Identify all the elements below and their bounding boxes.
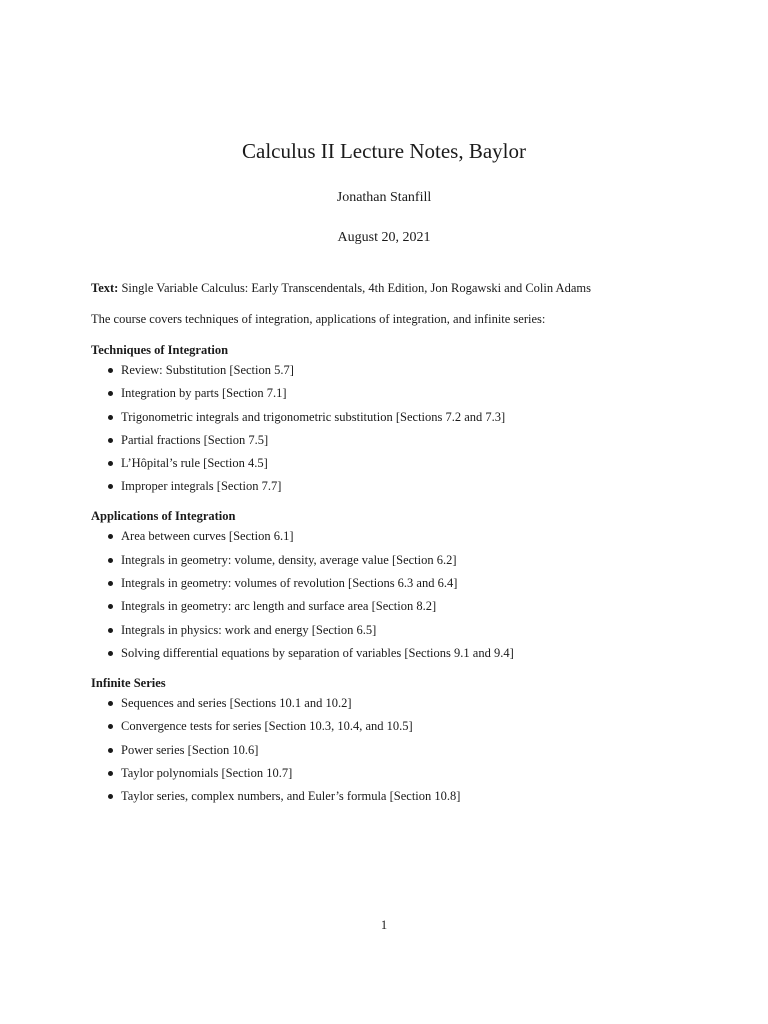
section-heading: Techniques of Integration [91, 343, 229, 357]
list-item-text: Partial fractions [Section 7.5] [121, 432, 269, 447]
bullet-icon [108, 748, 113, 753]
list-item [108, 598, 691, 614]
topic-section [91, 675, 691, 804]
topic-list [91, 362, 691, 494]
list-item-text: Area between curves [Section 6.1] [121, 529, 294, 544]
list-item [108, 409, 691, 425]
list-item [108, 718, 691, 734]
list-item [108, 765, 691, 781]
list-item [108, 575, 691, 591]
topic-section [91, 508, 691, 660]
list-item-text: Taylor series, complex numbers, and Euler’s formula [Section 10.8] [121, 789, 461, 804]
section-heading: Applications of Integration [91, 509, 236, 524]
bullet-icon [108, 438, 113, 443]
list-item-text: Power series [Section 10.6] [121, 742, 259, 757]
list-item-text: Integrals in geometry: arc length and surface area [Section 8.2] [121, 599, 437, 614]
author-name: Jonathan Stanfill [336, 190, 432, 205]
topics-sections [91, 342, 691, 804]
list-item [108, 362, 691, 378]
list-item-text: Improper integrals [Section 7.7] [121, 479, 282, 494]
bullet-icon [108, 558, 113, 563]
bullet-icon [108, 581, 113, 586]
bullet-icon [108, 771, 113, 776]
document-title: Calculus II Lecture Notes, Baylor [242, 139, 526, 163]
list-item [108, 552, 691, 568]
topic-list [91, 528, 691, 660]
document-body [91, 280, 691, 811]
intro-paragraph: The course covers techniques of integration, applications of integration, and infinite series: [91, 312, 546, 326]
section-heading: Infinite Series [91, 675, 166, 690]
list-item [108, 385, 691, 401]
list-item [108, 695, 691, 711]
list-item [108, 478, 691, 494]
list-item [108, 645, 691, 661]
list-item [108, 788, 691, 804]
list-item [108, 742, 691, 758]
list-item [108, 528, 691, 544]
bullet-icon [108, 461, 113, 466]
bullet-icon [108, 415, 113, 420]
list-item [108, 622, 691, 638]
bullet-icon [108, 534, 113, 539]
list-item-text: Solving differential equations by separation of variables [Sections 9.1 and 9.4] [121, 645, 514, 660]
bullet-icon [108, 724, 113, 729]
list-item-text: Integration by parts [Section 7.1] [121, 386, 287, 401]
bullet-icon [108, 651, 113, 656]
list-item-text: Trigonometric integrals and trigonometric substitution [Sections 7.2 and 7.3] [121, 409, 506, 424]
list-item-text: Convergence tests for series [Section 10.3, 10.4, and 10.5] [121, 719, 413, 734]
bullet-icon [108, 604, 113, 609]
bullet-icon [108, 794, 113, 799]
page-number: 1 [380, 918, 388, 932]
list-item-text: Integrals in geometry: volumes of revolution [Sections 6.3 and 6.4] [121, 576, 458, 591]
list-item-text: Review: Substitution [Section 5.7] [121, 363, 294, 377]
bullet-icon [108, 701, 113, 706]
bullet-icon [108, 368, 113, 373]
textbook-label: Text: [91, 281, 119, 295]
bullet-icon [108, 628, 113, 633]
textbook-value: Single Variable Calculus: Early Transcendentals, 4th Edition, Jon Rogawski and Colin Adams [118, 281, 591, 295]
list-item-text: Taylor polynomials [Section 10.7] [121, 765, 293, 780]
list-item-text: Integrals in geometry: volume, density, average value [Section 6.2] [121, 552, 457, 567]
bullet-icon [108, 484, 113, 489]
list-item-text: Sequences and series [Sections 10.1 and 10.2] [121, 695, 352, 710]
topic-section [91, 342, 691, 494]
list-item [108, 455, 691, 471]
document-date: August 20, 2021 [337, 230, 431, 245]
list-item-text: Integrals in physics: work and energy [Section 6.5] [121, 622, 377, 637]
list-item-text: L’Hôpital’s rule [Section 4.5] [121, 456, 268, 471]
topic-list [91, 695, 691, 804]
bullet-icon [108, 391, 113, 396]
list-item [108, 432, 691, 448]
textbook-line [91, 280, 691, 296]
